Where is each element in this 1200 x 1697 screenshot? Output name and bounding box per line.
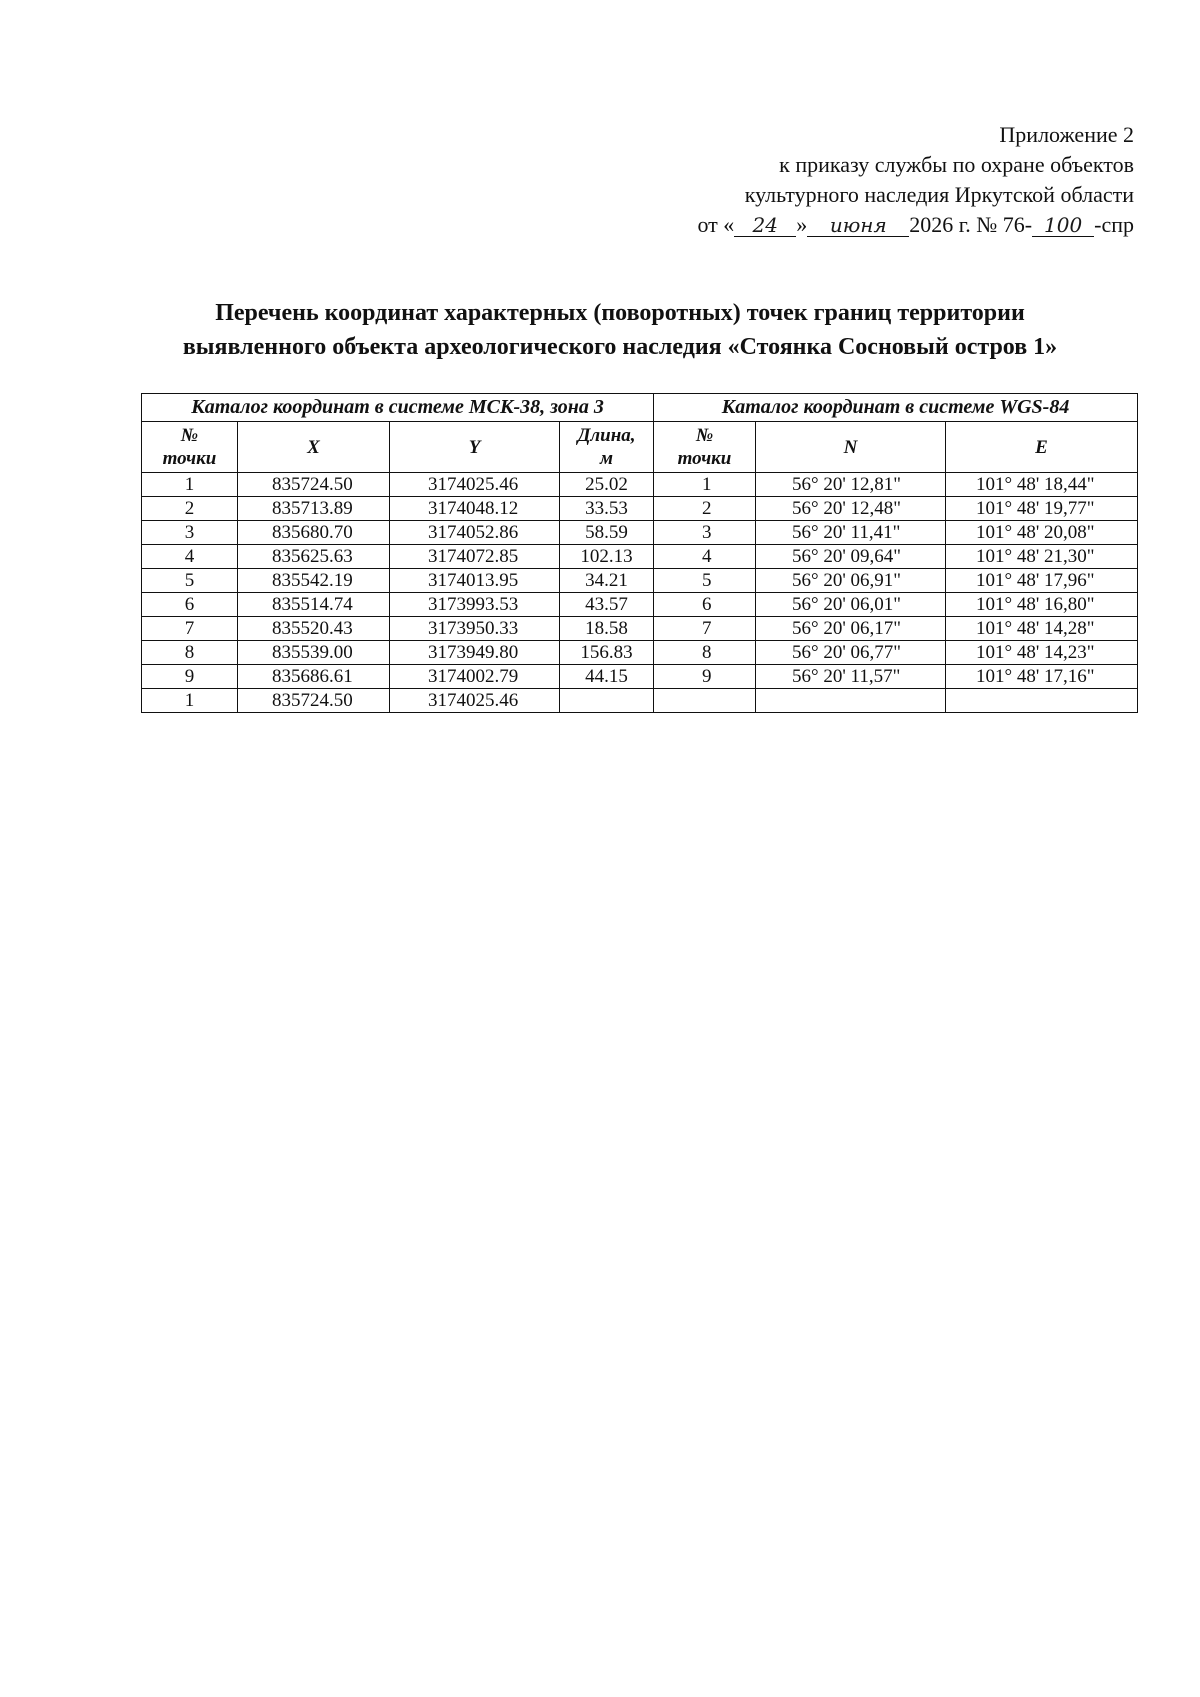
table-row [142, 593, 1138, 617]
wgs-point-number: 9 [654, 665, 756, 689]
x-header: X [238, 422, 390, 473]
point-number: 3 [142, 521, 238, 545]
y-value: 3173950.33 [390, 617, 560, 641]
y-value: 3174052.86 [390, 521, 560, 545]
order-reference-line: к приказу службы по охране объектов [779, 152, 1134, 177]
point-number: 1 [142, 689, 238, 713]
point-number: 5 [142, 569, 238, 593]
table-row [142, 545, 1138, 569]
length-value: 58.59 [560, 521, 654, 545]
e-value: 101° 48' 21,30" [946, 545, 1138, 569]
x-value: 835680.70 [238, 521, 390, 545]
length-value: 156.83 [560, 641, 654, 665]
table-row [142, 521, 1138, 545]
point-number: 6 [142, 593, 238, 617]
length-value [560, 689, 654, 713]
length-value: 44.15 [560, 665, 654, 689]
n-value: 56° 20' 12,48" [756, 497, 946, 521]
msk-catalog-caption: Каталог координат в системе МСК-38, зона 3 [142, 394, 654, 422]
handwritten-day: 24 [734, 214, 796, 237]
appendix-label: Приложение 2 [999, 122, 1134, 147]
x-value: 835514.74 [238, 593, 390, 617]
table-row [142, 617, 1138, 641]
handwritten-order-number: 100 [1032, 214, 1094, 237]
handwritten-month: июня [807, 214, 909, 237]
y-value: 3174048.12 [390, 497, 560, 521]
table-row [142, 497, 1138, 521]
y-value: 3174002.79 [390, 665, 560, 689]
length-value: 18.58 [560, 617, 654, 641]
point-number: 7 [142, 617, 238, 641]
n-value: 56° 20' 06,17" [756, 617, 946, 641]
n-value: 56° 20' 06,01" [756, 593, 946, 617]
x-value: 835539.00 [238, 641, 390, 665]
wgs-point-number: 8 [654, 641, 756, 665]
wgs-catalog-caption: Каталог координат в системе WGS-84 [654, 394, 1138, 422]
point-number: 1 [142, 473, 238, 497]
e-value: 101° 48' 20,08" [946, 521, 1138, 545]
length-header: Длина, м [560, 422, 654, 473]
n-value: 56° 20' 11,41" [756, 521, 946, 545]
x-value: 835542.19 [238, 569, 390, 593]
coordinates-table [141, 393, 1138, 713]
date-prefix: от « [697, 212, 735, 237]
e-value: 101° 48' 17,96" [946, 569, 1138, 593]
n-value: 56° 20' 11,57" [756, 665, 946, 689]
length-value: 33.53 [560, 497, 654, 521]
length-value: 34.21 [560, 569, 654, 593]
table-row [142, 641, 1138, 665]
length-value: 102.13 [560, 545, 654, 569]
wgs-point-number: 3 [654, 521, 756, 545]
order-date-line [574, 210, 1134, 240]
wgs-point-number-header: № точки [654, 422, 756, 473]
table-row [142, 473, 1138, 497]
n-value: 56° 20' 09,64" [756, 545, 946, 569]
e-value: 101° 48' 19,77" [946, 497, 1138, 521]
length-value: 25.02 [560, 473, 654, 497]
table-header-row [142, 422, 1138, 473]
e-value [946, 689, 1138, 713]
x-value: 835686.61 [238, 665, 390, 689]
x-value: 835724.50 [238, 473, 390, 497]
title-line-2: выявленного объекта археологического наследия «Стоянка Сосновый остров 1» [182, 334, 1058, 360]
y-header: Y [390, 422, 560, 473]
point-number: 4 [142, 545, 238, 569]
length-value: 43.57 [560, 593, 654, 617]
wgs-point-number: 5 [654, 569, 756, 593]
wgs-point-number: 6 [654, 593, 756, 617]
y-value: 3174025.46 [390, 689, 560, 713]
wgs-point-number [654, 689, 756, 713]
e-value: 101° 48' 14,28" [946, 617, 1138, 641]
date-year: 2026 г. № 76- [909, 212, 1033, 237]
y-value: 3173993.53 [390, 593, 560, 617]
table-row [142, 569, 1138, 593]
y-value: 3174072.85 [390, 545, 560, 569]
point-number: 2 [142, 497, 238, 521]
wgs-point-number: 7 [654, 617, 756, 641]
wgs-point-number: 1 [654, 473, 756, 497]
point-number-header: № точки [142, 422, 238, 473]
e-value: 101° 48' 14,23" [946, 641, 1138, 665]
document-title [100, 296, 1140, 364]
y-value: 3173949.80 [390, 641, 560, 665]
table-row [142, 665, 1138, 689]
authority-line: культурного наследия Иркутской области [744, 182, 1134, 207]
n-value: 56° 20' 06,77" [756, 641, 946, 665]
e-value: 101° 48' 16,80" [946, 593, 1138, 617]
table-row [142, 689, 1138, 713]
order-suffix: -спр [1094, 212, 1134, 237]
e-value: 101° 48' 18,44" [946, 473, 1138, 497]
appendix-header [574, 120, 1134, 240]
table-caption-row [142, 394, 1138, 422]
wgs-point-number: 2 [654, 497, 756, 521]
x-value: 835625.63 [238, 545, 390, 569]
wgs-point-number: 4 [654, 545, 756, 569]
date-mid: » [796, 212, 808, 237]
n-header: N [756, 422, 946, 473]
x-value: 835520.43 [238, 617, 390, 641]
y-value: 3174013.95 [390, 569, 560, 593]
n-value: 56° 20' 06,91" [756, 569, 946, 593]
y-value: 3174025.46 [390, 473, 560, 497]
point-number: 8 [142, 641, 238, 665]
title-line-1: Перечень координат характерных (поворотных) точек границ территории [215, 300, 1025, 326]
e-header: E [946, 422, 1138, 473]
x-value: 835724.50 [238, 689, 390, 713]
n-value [756, 689, 946, 713]
point-number: 9 [142, 665, 238, 689]
n-value: 56° 20' 12,81" [756, 473, 946, 497]
e-value: 101° 48' 17,16" [946, 665, 1138, 689]
x-value: 835713.89 [238, 497, 390, 521]
